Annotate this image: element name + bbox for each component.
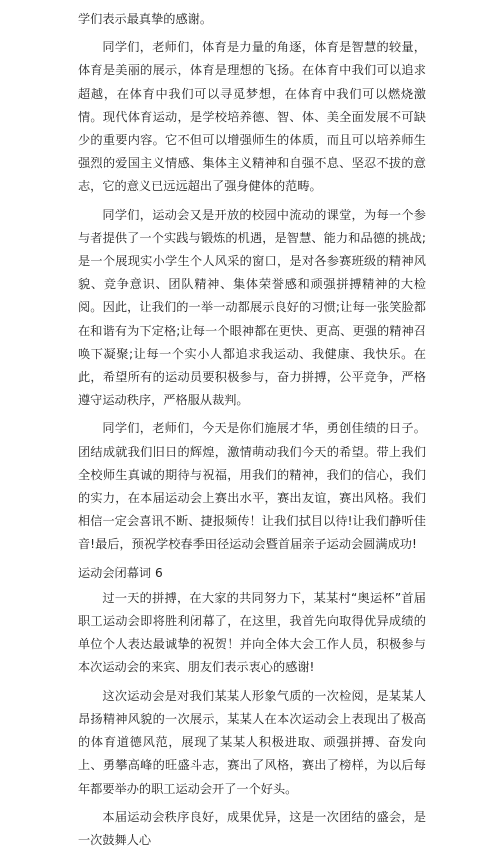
- paragraph: 这次运动会是对我们某某人形象气质的一次检阅，是某某人昂扬精神风貌的一次展示，某某人在本次运动会上表现出了极高的体育道德风范，展现了某某人积极进取、顽强拼搏、奋发向上、勇攀高峰的旺盛斗志，赛出了风格，赛出了榜样，为以后每年都要举办的职工运动会开了一个好头。: [78, 688, 426, 796]
- paragraph: 过一天的拼搏，在大家的共同努力下，某某村“奥运杯”首届职工运动会即将胜利闭幕了，在这里，我首先向取得优异成绩的单位个人表达最诚挚的祝贺！并向全体大会工作人员，积极参与本次运动会的来宾、朋友们表示衷心的感谢!: [78, 590, 426, 675]
- section-heading: 运动会闭幕词 6: [78, 565, 163, 580]
- document-body: [78, 8, 426, 857]
- paragraph: 本届运动会秩序良好，成果优异，这是一次团结的盛会，是一次鼓舞人心: [78, 809, 426, 847]
- paragraph: 同学们，老师们，体育是力量的角逐，体育是智慧的较量，体育是美丽的展示，体育是理想的飞扬。在体育中我们可以追求超越，在体育中我们可以寻觅梦想，在体育中我们可以燃烧激情。现代体育运动，是学校培养德、智、体、美全面发展不可缺少的重要内容。它不但可以增强师生的体质，而且可以培养师生强烈的爱国主义情感、集体主义精神和自强不息、坚忍不拔的意志，它的意义已远远超出了强身健体的范畴。: [78, 40, 426, 194]
- paragraph: 同学们，老师们，今天是你们施展才华，勇创佳绩的日子。团结成就我们旧日的辉煌，激情萌动我们今天的希望。带上我们全校师生真诚的期待与祝福，用我们的精神，我们的信心，我们的实力，在本届运动会上赛出水平，赛出友谊，赛出风格。我们相信一定会喜讯不断、捷报频传！让我们拭目以待!让我们静听佳音!最后，预祝学校春季田径运动会暨首届亲子运动会圆满成功!: [78, 421, 426, 552]
- paragraph: 同学们，运动会又是开放的校园中流动的课堂，为每一个参与者提供了一个实践与锻炼的机遇，是智慧、能力和品德的挑战;是一个展现实小学生个人风采的窗口，是对各参赛班级的精神风貌、竞争意识、团队精神、集体荣誉感和顽强拼搏精神的大检阅。因此，让我们的一举一动都展示良好的习惯;让每一张笑脸都在和谐有为下定格;让每一个眼神都在更快、更高、更强的精神召唤下凝聚;让每一个实小人都追求我运动、我健康、我快乐。在此，希望所有的运动员要积极参与，奋力拼搏，公平竞争，严格遵守运动秩序，严格服从裁判。: [78, 207, 426, 408]
- paragraph: 学们表示最真挚的感谢。: [78, 12, 213, 26]
